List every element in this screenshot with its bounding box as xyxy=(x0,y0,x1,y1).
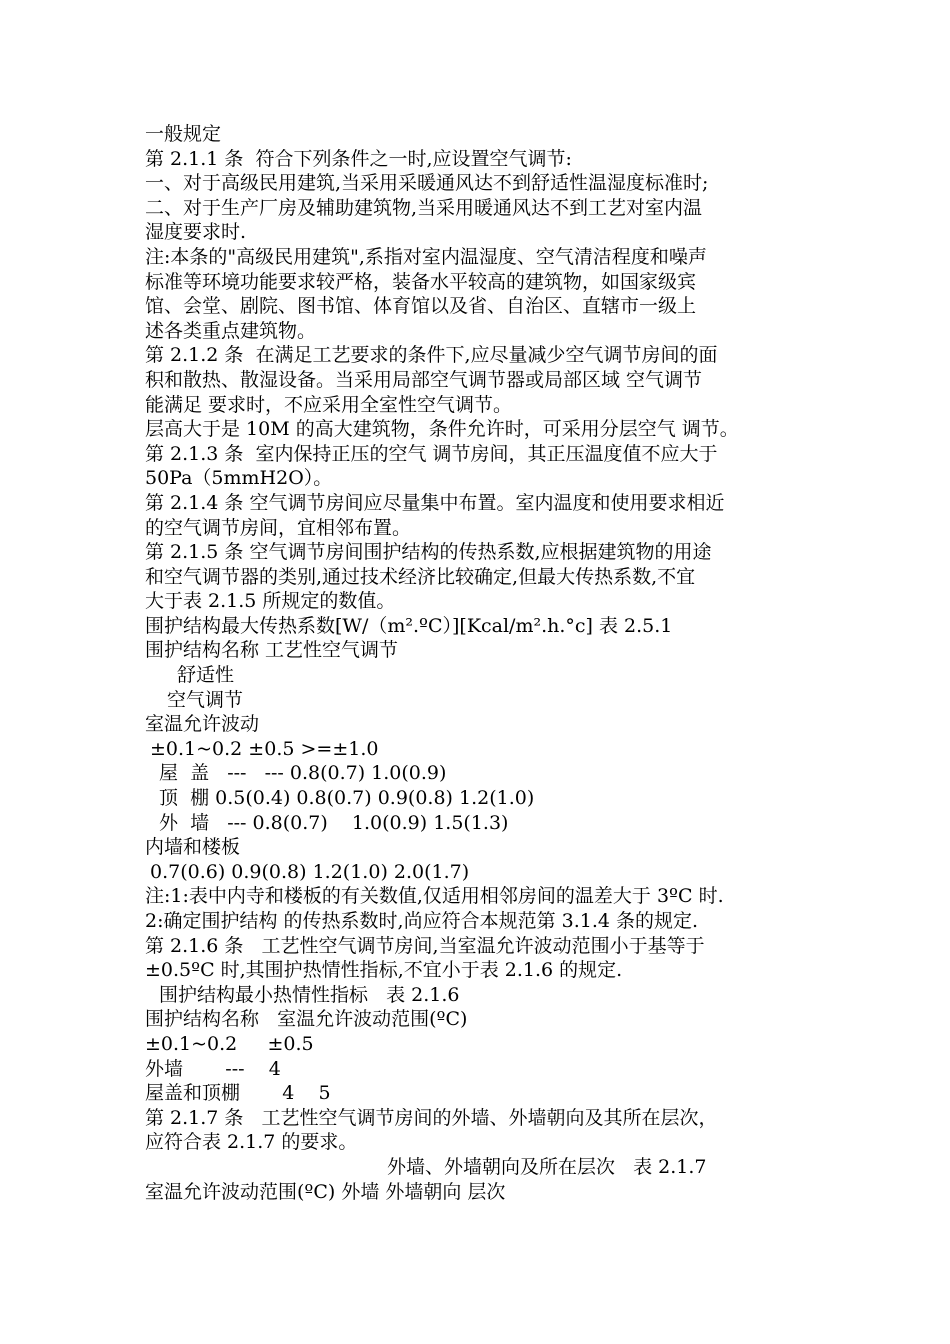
clause-2-1-5-cont: 和空气调节器的类别,通过技术经济比较确定,但最大传热系数,不宜 xyxy=(145,565,696,588)
clause-2-1-1-item-2-cont: 湿度要求时. xyxy=(145,221,247,244)
clause-2-1-7: 第 2.1.7 条 工艺性空气调节房间的外墙、外墙朝向及其所在层次， xyxy=(145,1106,718,1129)
note-line: 注:本条的"高级民用建筑",系指对室内温湿度、空气清洁程度和噪声 xyxy=(145,245,707,268)
table-2-5-1-row: 屋 盖 --- --- 0.8(0.7) 1.0(0.9) xyxy=(159,762,447,785)
note-line: 述各类重点建筑物。 xyxy=(145,319,317,342)
section-heading: 一般规定 xyxy=(145,123,222,145)
table-2-5-1-header: 围护结构名称 工艺性空气调节 xyxy=(145,639,399,662)
table-2-1-6-row: 屋盖和顶棚 4 5 xyxy=(145,1082,331,1105)
table-note: 2:确定围护结构 的传热系数时,尚应符合本规范第 3.1.4 条的规定. xyxy=(145,910,699,932)
table-2-1-7-header: 室温允许波动范围(ºC) 外墙 外墙朝向 层次 xyxy=(145,1180,506,1203)
clause-2-1-6: 第 2.1.6 条 工艺性空气调节房间,当室温允许波动范围小于基等于 xyxy=(145,934,705,957)
table-2-1-6-header: 围护结构名称 室温允许波动范围(ºC) xyxy=(145,1008,468,1031)
table-2-5-1-header: 室温允许波动 xyxy=(145,713,260,736)
table-2-5-1-header: 空气调节 xyxy=(167,688,244,711)
clause-2-1-5-cont: 大于表 2.1.5 所规定的数值。 xyxy=(145,590,396,613)
clause-2-1-5: 第 2.1.5 条 空气调节房间围护结构的传热系数,应根据建筑物的用途 xyxy=(145,541,712,564)
clause-2-1-4-cont: 的空气调节房间，宜相邻布置。 xyxy=(145,516,412,539)
table-note: 注:1:表中内寺和楼板的有关数值,仅适用相邻房间的温差大于 3ºC 时. xyxy=(145,885,724,908)
table-2-5-1-row: 外 墙 --- 0.8(0.7) 1.0(0.9) 1.5(1.3) xyxy=(159,811,509,834)
clause-2-1-7-cont: 应符合表 2.1.7 的要求。 xyxy=(145,1131,358,1154)
table-2-1-6-caption: 围护结构最小热情性指标 表 2.1.6 xyxy=(159,983,460,1006)
clause-2-1-2-cont: 能满足 要求时，不应采用全室性空气调节。 xyxy=(145,393,513,416)
table-2-5-1-header: 舒适性 xyxy=(177,664,235,687)
table-2-5-1-row: 顶 棚 0.5(0.4) 0.8(0.7) 0.9(0.8) 1.2(1.0) xyxy=(159,787,535,810)
table-2-1-6-header: ±0.1~0.2 ±0.5 xyxy=(145,1032,314,1055)
clause-2-1-3: 第 2.1.3 条 室内保持正压的空气 调节房间，其正压温度值不应大于 xyxy=(145,442,718,465)
table-2-5-1-row: 0.7(0.6) 0.9(0.8) 1.2(1.0) 2.0(1.7) xyxy=(150,860,470,883)
note-line: 馆、会堂、剧院、图书馆、体育馆以及省、自治区、直辖市一级上 xyxy=(145,295,697,318)
clause-2-1-2-cont: 积和散热、散湿设备。当采用局部空气调节器或局部区域 空气调节 xyxy=(145,368,703,391)
table-2-5-1-header: ±0.1~0.2 ±0.5 >=±1.0 xyxy=(150,737,379,760)
clause-2-1-1: 第 2.1.1 条 符合下列条件之一时,应设置空气调节: xyxy=(145,147,572,170)
table-2-5-1-row: 内墙和楼板 xyxy=(145,836,241,859)
clause-2-1-1-item-1: 一、对于高级民用建筑,当采用采暖通风达不到舒适性温湿度标准时; xyxy=(145,172,709,195)
table-2-1-7-caption: 外墙、外墙朝向及所在层次 表 2.1.7 xyxy=(387,1155,707,1178)
clause-2-1-2-cont: 层高大于是 10M 的高大建筑物，条件允许时，可采用分层空气 调节。 xyxy=(145,418,739,441)
clause-2-1-2: 第 2.1.2 条 在满足工艺要求的条件下,应尽量减少空气调节房间的面 xyxy=(145,344,718,367)
document-page xyxy=(145,122,825,1204)
note-line: 标准等环境功能要求较严格，装备水平较高的建筑物，如国家级宾 xyxy=(145,270,697,293)
clause-2-1-4: 第 2.1.4 条 空气调节房间应尽量集中布置。室内温度和使用要求相近 xyxy=(145,491,725,514)
clause-2-1-6-cont: ±0.5ºC 时,其围护热情性指标,不宜小于表 2.1.6 的规定. xyxy=(145,959,623,982)
table-2-1-6-row: 外墙 --- 4 xyxy=(145,1057,281,1080)
clause-2-1-3-cont: 50Pa（5mmH2O）。 xyxy=(145,467,333,490)
clause-2-1-1-item-2: 二、对于生产厂房及辅助建筑物,当采用暖通风达不到工艺对室内温 xyxy=(145,196,703,219)
table-2-5-1-caption: 围护结构最大传热系数[W/（m².ºC）][Kcal/m².h.°c] 表 2.5.1 xyxy=(145,614,673,637)
